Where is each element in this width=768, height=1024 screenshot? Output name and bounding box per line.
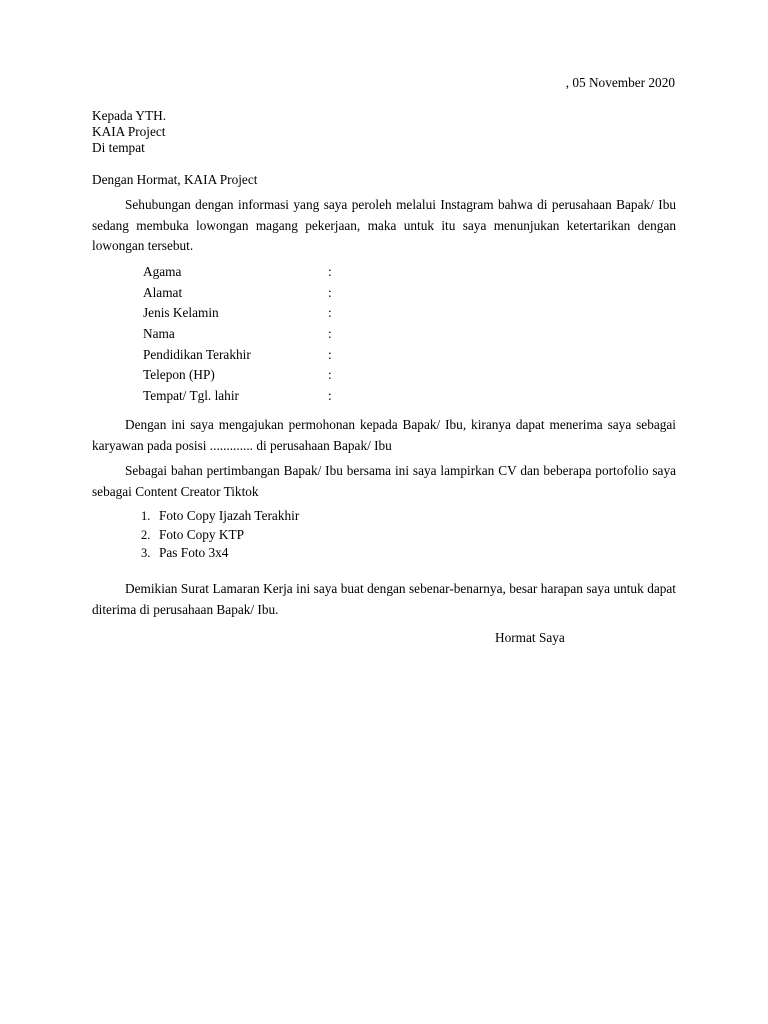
field-row-agama (143, 262, 343, 283)
field-row-nama (143, 324, 343, 345)
salutation: Dengan Hormat, KAIA Project (92, 172, 258, 187)
recipient-line-1: Kepada YTH. (92, 108, 167, 123)
field-row-telepon (143, 365, 343, 386)
field-label: Telepon (HP) (143, 367, 215, 383)
recipient-block (92, 108, 166, 156)
field-row-alamat (143, 283, 343, 304)
list-number: 2. (141, 527, 151, 542)
field-row-pendidikan (143, 345, 343, 366)
closing-signoff: Hormat Saya (495, 630, 565, 645)
field-label: Jenis Kelamin (143, 305, 219, 321)
field-row-jenis-kelamin (143, 303, 343, 324)
field-colon: : (328, 367, 332, 383)
paragraph-attachments-intro: Sebagai bahan pertimbangan Bapak/ Ibu bersama ini saya lampirkan CV dan beberapa portofolio saya sebagai Content Creator Tiktok (92, 463, 676, 499)
list-number: 1. (141, 509, 151, 523)
field-colon: : (328, 305, 332, 321)
field-label: Pendidikan Terakhir (143, 346, 251, 362)
list-text: Foto Copy Ijazah Terakhir (159, 508, 300, 523)
field-colon: : (328, 284, 332, 300)
recipient-line-2: KAIA Project (92, 124, 166, 139)
field-colon: : (328, 346, 332, 362)
field-colon: : (328, 264, 332, 279)
field-label: Tempat/ Tgl. lahir (143, 388, 239, 404)
paragraph-closing: Demikian Surat Lamaran Kerja ini saya buat dengan sebenar-benarnya, besar harapan saya untuk dapat diterima di perusahaan Bapak/ Ibu. (92, 581, 676, 617)
letter-date: , 05 November 2020 (565, 75, 675, 90)
recipient-line-3: Di tempat (92, 140, 145, 155)
personal-data-fields (143, 262, 343, 407)
field-colon: : (328, 326, 332, 342)
list-text: Foto Copy KTP (159, 526, 244, 542)
field-row-tempat-tgl-lahir (143, 386, 343, 407)
paragraph-intro: Sehubungan dengan informasi yang saya peroleh melalui Instagram bahwa di perusahaan Bapak/ Ibu sedang membuka lowongan magang pekerjaan, maka untuk itu saya menunjukan ketertarikan dengan lowongan tersebut. (92, 197, 676, 253)
field-colon: : (328, 388, 332, 404)
list-text: Pas Foto 3x4 (159, 545, 229, 560)
paragraph-application: Dengan ini saya mengajukan permohonan kepada Bapak/ Ibu, kiranya dapat menerima saya sebagai karyawan pada posisi ............. di perusahaan Bapak/ Ibu (92, 417, 676, 453)
field-label: Nama (143, 326, 175, 342)
field-label: Alamat (143, 284, 183, 300)
list-number: 3. (141, 546, 151, 560)
field-label: Agama (143, 264, 182, 279)
